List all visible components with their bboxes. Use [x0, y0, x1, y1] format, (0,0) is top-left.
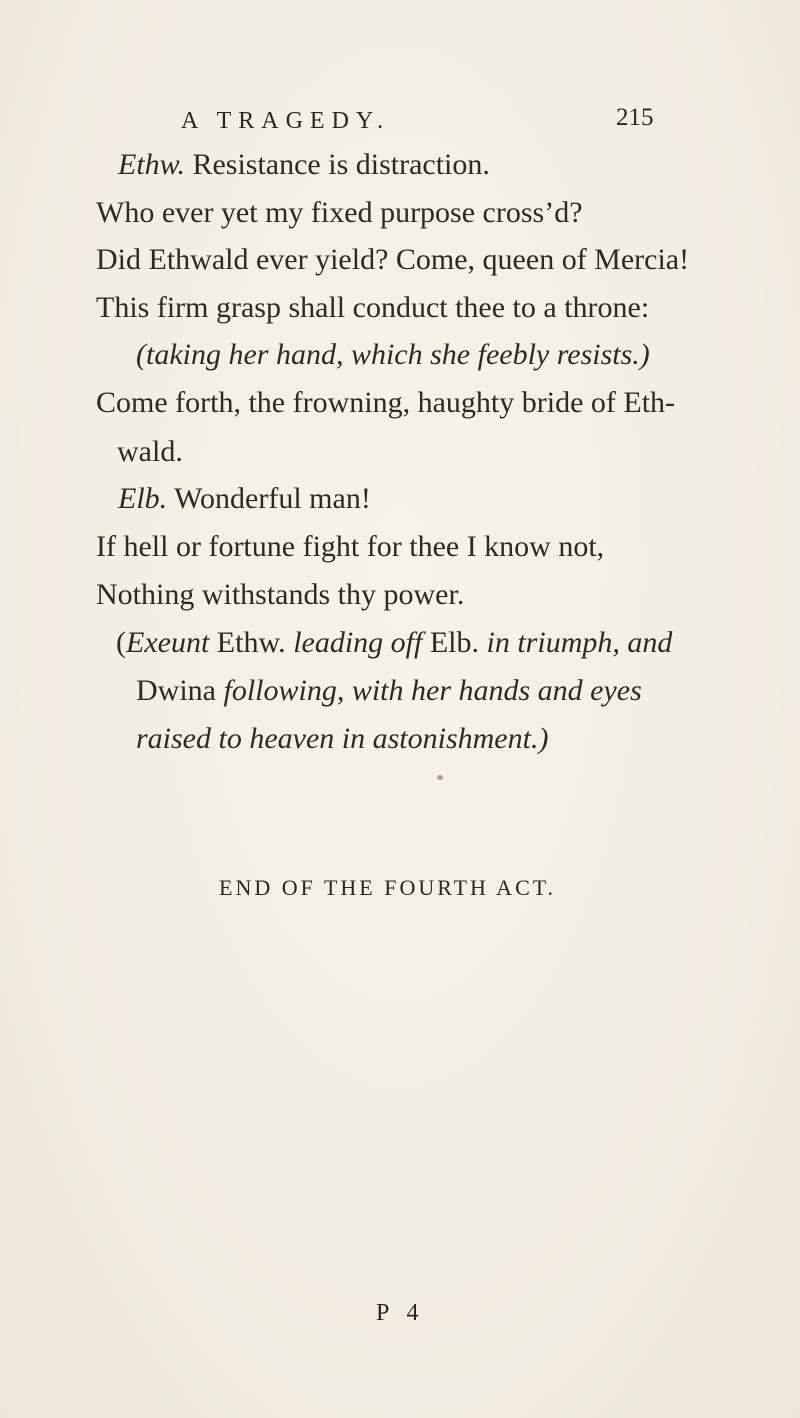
- verse-line: Who ever yet my fixed purpose cross’d?: [96, 196, 583, 229]
- verse-line: If hell or fortune fight for thee I know not,: [96, 530, 605, 563]
- verse-line: [118, 484, 371, 514]
- stage-direction: (taking her hand, which she feebly resists.): [136, 338, 650, 371]
- page-number: 215: [616, 104, 654, 131]
- printer-signature: P 4: [376, 1300, 425, 1326]
- ink-speck: [437, 775, 443, 780]
- act-end-heading: END OF THE FOURTH ACT.: [219, 875, 557, 900]
- running-head: A TRAGEDY.: [181, 108, 391, 134]
- line-text: Wonderful man!: [174, 482, 371, 515]
- verse-line: Nothing withstands thy power.: [96, 578, 465, 611]
- stage-direction: (Exeunt Ethw. leading off Elb. in triumph, and: [116, 626, 673, 659]
- stage-direction: raised to heaven in astonishment.): [136, 722, 549, 755]
- line-text: Resistance is distraction.: [192, 148, 490, 181]
- speaker-name: Elb.: [118, 482, 168, 515]
- verse-line: Did Ethwald ever yield? Come, queen of Mercia!: [96, 243, 690, 276]
- verse-line: Come forth, the frowning, haughty bride of Eth-: [96, 386, 676, 419]
- verse-line: [118, 150, 490, 180]
- verse-line: This firm grasp shall conduct thee to a throne:: [96, 291, 650, 324]
- speaker-name: Ethw.: [118, 148, 185, 181]
- verse-line: wald.: [117, 435, 183, 468]
- stage-direction: Dwina following, with her hands and eyes: [136, 674, 642, 707]
